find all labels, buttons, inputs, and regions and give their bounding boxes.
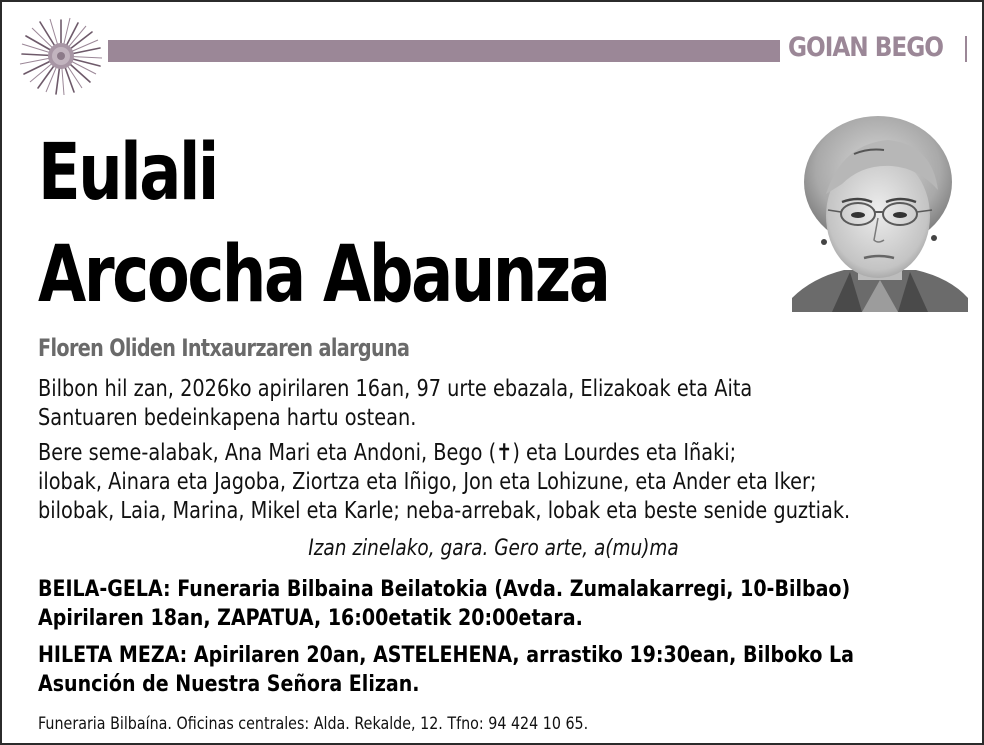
farewell-motto [2, 536, 984, 561]
header-accent-bar [108, 40, 780, 62]
family-line-children [38, 439, 850, 468]
wake-details [38, 575, 850, 633]
family-paragraph [38, 439, 850, 526]
family-line-great-grandchildren: bilobak, Laia, Marina, Mikel eta Karle; neba-arrebak, lobak eta beste senide guztiak. [38, 498, 851, 524]
funeral-home-footer: Funeraria Bilbaína. Oficinas centrales: Alda. Rekalde, 12. Tfno: 94 424 10 65. [38, 714, 589, 734]
wake-location: BEILA-GELA: Funeraria Bilbaina Beilatokia (Avda. Zumalakarregi, 10-Bilbao) [38, 576, 851, 602]
deceased-first-name: Eulali [38, 128, 217, 218]
deceased-surnames: Arcocha Abaunza [38, 230, 609, 320]
cross-icon: ✝ [496, 440, 513, 466]
section-label: GOIAN BEGO [788, 32, 943, 63]
widow-of-subtitle: Floren Oliden Intxaurzaren alarguna [38, 334, 410, 362]
farewell-motto-text: Izan zinelako, gara. Gero arte, a(mu)ma [308, 536, 680, 561]
funeral-mass-location: Asunción de Nuestra Señora Elizan. [38, 671, 420, 697]
header-divider [965, 36, 967, 62]
family-line-children-start: Bere seme-alabak, Ana Mari eta Andoni, Bego ( [38, 440, 497, 466]
family-line-children-end: ) eta Lourdes eta Iñaki; [512, 440, 737, 466]
death-notice-line: Santuaren bedeinkapena hartu ostean. [38, 405, 417, 431]
portrait-photo-icon [792, 110, 968, 312]
funeral-mass-details [38, 641, 854, 699]
death-notice-line: Bilbon hil zan, 2026ko apirilaren 16an, 97 urte ebazala, Elizakoak eta Aita [38, 376, 753, 402]
family-line-grandchildren: ilobak, Ainara eta Jagoba, Ziortza eta Iñigo, Jon eta Lohizune, eta Ander eta Iker; [38, 469, 817, 495]
thistle-emblem-icon [18, 16, 104, 96]
death-notice-paragraph [38, 375, 752, 433]
funeral-mass-time: HILETA MEZA: Apirilaren 20an, ASTELEHENA, arrastiko 19:30ean, Bilboko La [38, 642, 854, 668]
wake-time: Apirilaren 18an, ZAPATUA, 16:00etatik 20:00etara. [38, 605, 583, 631]
